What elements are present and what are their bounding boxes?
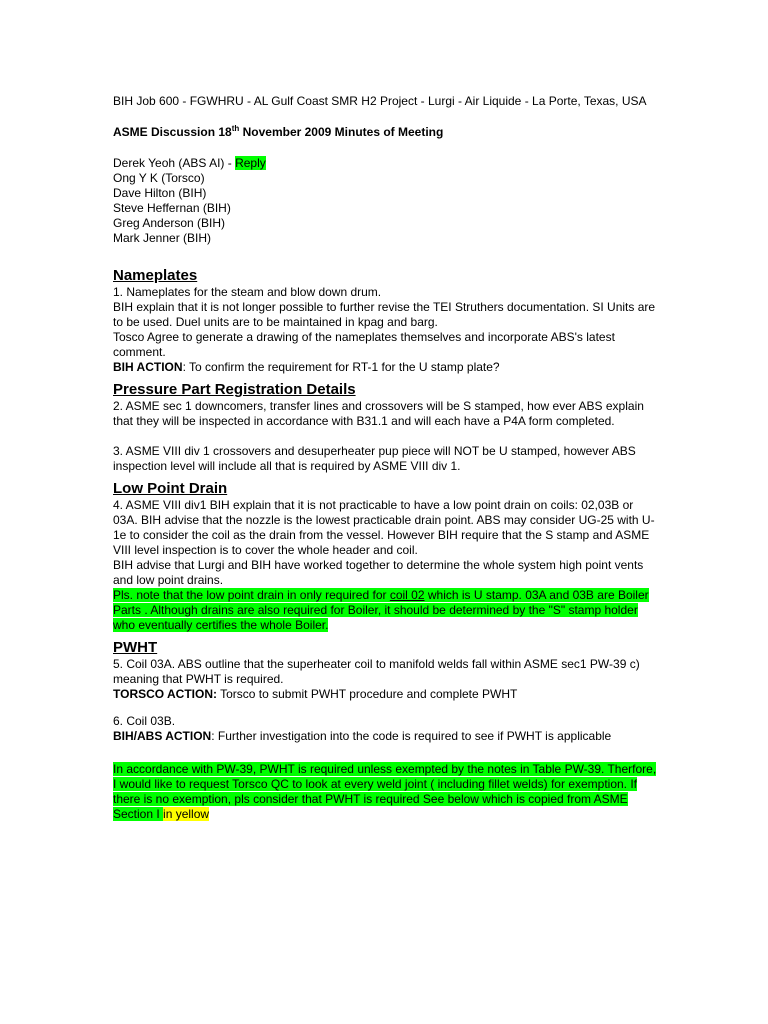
section-low-point-drain: [113, 480, 658, 633]
paragraph: 3. ASME VIII div 1 crossovers and desuperheater pup piece will NOT be U stamped, however ABS inspection level will include all that is required by ASME VIII div 1.: [113, 444, 636, 473]
attendee: Mark Jenner (BIH): [113, 231, 212, 245]
paragraph: 1. Nameplates for the steam and blow down drum.: [113, 285, 382, 299]
action-text: : Further investigation into the code is required to see if PWHT is applicable: [211, 729, 612, 743]
reply-paragraph: [113, 588, 658, 633]
title-sup: th: [231, 124, 240, 133]
attendee: Ong Y K (Torsco): [113, 171, 205, 185]
action-item: [113, 360, 658, 375]
attendee: [113, 156, 658, 171]
attendee: Steve Heffernan (BIH): [113, 201, 231, 215]
meeting-title: [113, 125, 658, 140]
reply-highlight: Pls. note that the low point drain in only required for: [113, 588, 390, 602]
spacer: [113, 744, 658, 762]
paragraph: 2. ASME sec 1 downcomers, transfer lines and crossovers will be S stamped, how ever ABS explain that they will be inspected in accordance with B31.1 and will each have a P4A form completed.: [113, 399, 644, 428]
section-pwht: [113, 639, 658, 822]
title-post: November 2009 Minutes of Meeting: [239, 125, 444, 139]
document-content: [113, 94, 658, 822]
title-pre: ASME Discussion 18: [113, 125, 232, 139]
paragraph: 4. ASME VIII div1 BIH explain that it is not practicable to have a low point drain on coils: 02,03B or 03A. BIH advise that the nozzle is the lowest practicable drain point. ABS may consider UG-25 with U-1e to consider the coil as the drain from the vessel. However BIH require that the S stamp and ASME VIII level inspection is to cover the whole header and coil.: [113, 498, 655, 557]
section-heading: PWHT: [113, 639, 158, 656]
attendee-name: Derek Yeoh (ABS AI) -: [113, 156, 236, 170]
attendee: Greg Anderson (BIH): [113, 216, 226, 230]
spacer: [113, 702, 658, 714]
reply-highlight: In accordance with PW-39, PWHT is required unless exempted by the notes in Table PW-39. Therfore, I would like to request Torsco QC to look at every weld joint ( including fillet welds) for exemption. If there is no exemption, pls consider that PWHT is required See below which is copied from ASME Section I: [113, 762, 657, 821]
reply-highlight: Reply: [235, 156, 266, 170]
action-label: BIH/ABS ACTION: [113, 729, 212, 743]
spacer: [113, 429, 658, 444]
section-heading: Low Point Drain: [113, 480, 228, 497]
action-item: [113, 729, 658, 744]
action-text: Torsco to submit PWHT procedure and complete PWHT: [217, 687, 518, 701]
paragraph: 5. Coil 03A. ABS outline that the superheater coil to manifold welds fall within ASME sec1 PW-39 c) meaning that PWHT is required.: [113, 657, 640, 686]
section-nameplates: [113, 267, 658, 375]
action-item: [113, 687, 658, 702]
paragraph: BIH advise that Lurgi and BIH have worked together to determine the whole system high point vents and low point drains.: [113, 558, 644, 587]
paragraph: Tosco Agree to generate a drawing of the nameplates themselves and incorporate ABS's latest comment.: [113, 330, 615, 359]
reply-highlight-underlined: coil 02: [389, 588, 425, 602]
attendee: Dave Hilton (BIH): [113, 186, 207, 200]
action-text: : To confirm the requirement for RT-1 for the U stamp plate?: [182, 360, 500, 374]
reply-highlight-yellow: in yellow: [163, 807, 210, 821]
section-pressure-part: [113, 381, 658, 474]
action-label: BIH ACTION: [113, 360, 183, 374]
paragraph: BIH explain that it is not longer possible to further revise the TEI Struthers documentation. SI Units are to be used. Duel units are to be maintained in kpag and barg.: [113, 300, 656, 329]
reply-highlight: which is U stamp. 03A and 03B are Boiler Parts . Although drains are also required for Boiler, it should be determined by the "S" stamp holder who eventually certifies the whole Boiler.: [113, 588, 649, 632]
paragraph: 6. Coil 03B.: [113, 714, 176, 728]
action-label: TORSCO ACTION:: [113, 687, 217, 701]
job-line: BIH Job 600 - FGWHRU - AL Gulf Coast SMR H2 Project - Lurgi - Air Liquide - La Porte, Texas, USA: [113, 94, 647, 108]
section-heading: Pressure Part Registration Details: [113, 381, 356, 398]
section-heading: Nameplates: [113, 267, 198, 284]
attendee-list: [113, 156, 658, 246]
reply-paragraph: [113, 762, 658, 822]
